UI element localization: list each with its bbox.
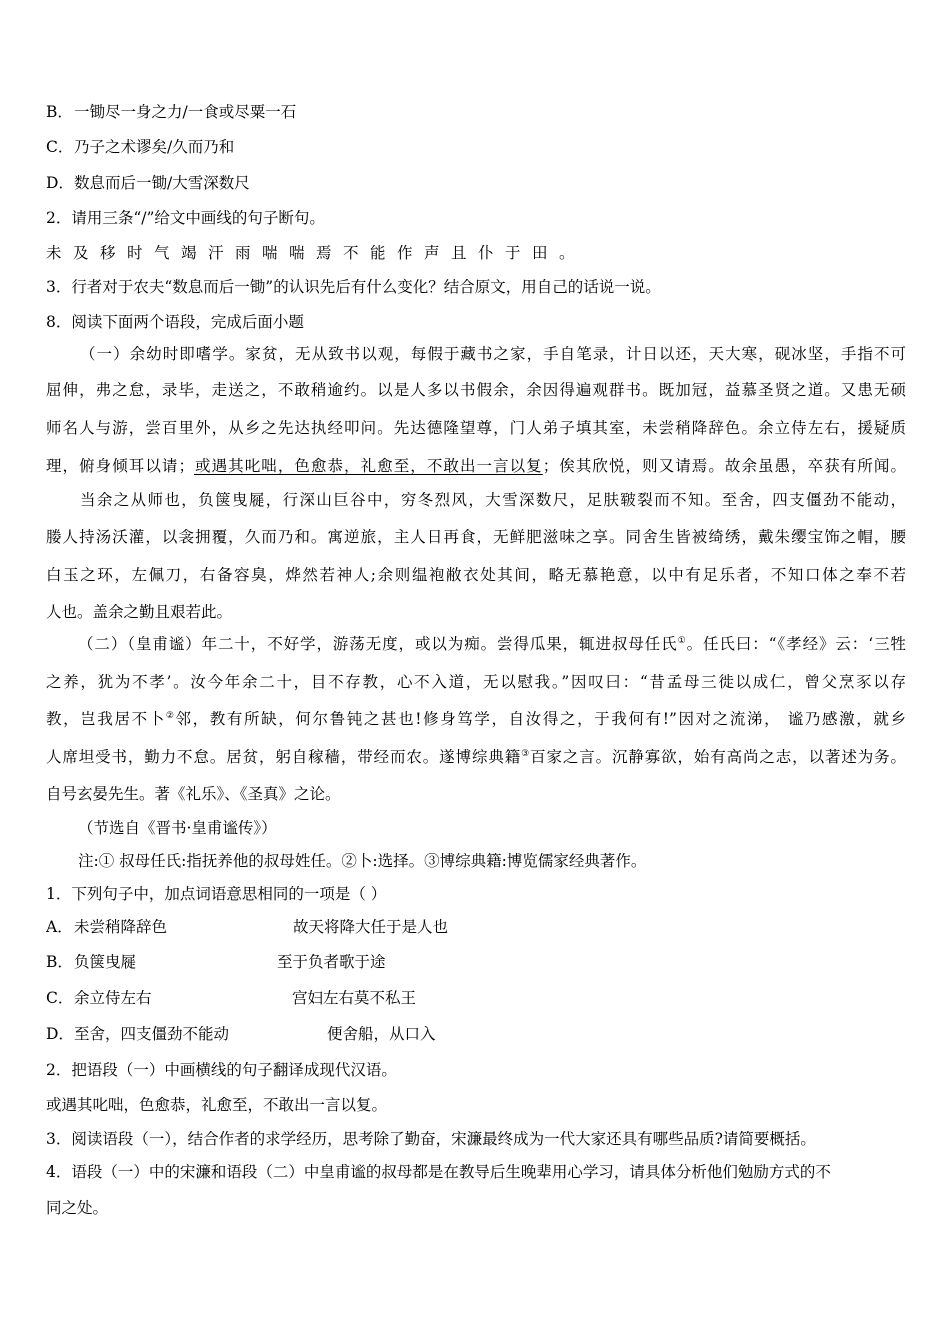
question-8-title: 8．阅读下面两个语段，完成后面小题: [46, 313, 304, 331]
footnote-marker: ②: [165, 711, 176, 721]
passage2-line: 之养，犹为不孝’。汝今年余二十，目不存教，心不入道，无以慰我。”因叹曰：“昔孟母三徙以成仁，曾父烹豕以存: [46, 673, 906, 691]
passage2-source: （节选自《晋书·皇甫谧传》）: [78, 819, 277, 837]
prev-question-2-sentence: 未及移时气竭汗雨喘喘焉不能作声且仆于田。: [46, 244, 587, 262]
question-3: 3．阅读语段（一），结合作者的求学经历，思考除了勤奋，宋濂最终成为一代大家还具有哪些品质?请简要概括。: [46, 1130, 816, 1148]
passage1-para2-line: 媵人持汤沃灌，以衾拥覆，久而乃和。寓逆旅，主人日再食，无鲜肥滋味之享。同舍生皆被绮绣，戴朱缨宝饰之帽，腰: [46, 528, 906, 546]
prev-question-2: 2．请用三条“/”给文中画线的句子断句。: [46, 209, 325, 227]
q1-option-b: B．负箧曳屣: [46, 953, 137, 971]
prev-option-b: B．一锄尽一身之力/一食或尽粟一石: [46, 103, 297, 121]
question-2-sentence: 或遇其叱咄，色愈恭，礼愈至，不敢出一言以复。: [46, 1096, 388, 1114]
passage2-line: （二）（皇甫谧）年二十，不好学，游荡无度，或以为痴。尝得瓜果，辄进叔母任氏①。任氏曰：“《孝经》云：‘三牲: [78, 635, 906, 653]
footnote-marker: ③: [521, 749, 531, 759]
question-2: 2．把语段（一）中画横线的句子翻译成现代汉语。: [46, 1061, 397, 1079]
passage2-notes: 注:① 叔母任氏:指抚养他的叔母姓任。②卜:选择。③博综典籍:博览儒家经典著作。: [78, 852, 647, 870]
prev-option-c: C．乃子之术谬矣/久而乃和: [46, 138, 235, 156]
q1-option-c-right: 宫妇左右莫不私王: [292, 989, 417, 1007]
question-1: 1．下列句子中，加点词语意思相同的一项是（ ）: [46, 885, 387, 903]
passage1-line: 师名人与游，尝百里外，从乡之先达执经叩问。先达德隆望尊，门人弟子填其室，未尝稍降辞色。余立侍左右，援疑质: [46, 419, 906, 437]
prev-question-3: 3．行者对于农夫“数息而后一锄”的认识先后有什么变化？结合原文，用自己的话说一说。: [46, 278, 661, 296]
question-4: 4．语段（一）中的宋濂和语段（二）中皇甫谧的叔母都是在教导后生晚辈用心学习，请具体分析他们勉励方式的不: [46, 1163, 831, 1181]
q1-option-b-right: 至于负者歌于途: [277, 953, 386, 971]
q1-option-d: D．至舍，四支僵劲不能动: [46, 1025, 230, 1043]
passage1-line: 屈伸，弗之怠，录毕，走送之，不敢稍逾约。以是人多以书假余，余因得遍观群书。既加冠，益慕圣贤之道。又患无硕: [46, 381, 906, 399]
underlined-sentence: 或遇其叱咄，色愈恭，礼愈至，不敢出一言以复: [193, 457, 543, 475]
prev-option-d: D．数息而后一锄/大雪深数尺: [46, 174, 250, 192]
q1-option-a-right: 故天将降大任于是人也: [293, 918, 449, 936]
passage1-line: （一）余幼时即嗜学。家贫，无从致书以观，每假于藏书之家，手自笔录，计日以还，天大寒，砚冰坚，手指不可: [80, 345, 906, 363]
q1-option-a: A．未尝稍降辞色: [46, 918, 168, 936]
passage1-para2-line: 白玉之环，左佩刀，右备容臭，烨然若神人;余则缊袍敝衣处其间，略无慕艳意，以中有足乐者，不知口体之奉不若: [46, 566, 906, 584]
passage1-line-underlined: 理，俯身倾耳以请；或遇其叱咄，色愈恭，礼愈至，不敢出一言以复；俟其欣悦，则又请焉。故余虽愚，卒获有所闻。: [46, 457, 906, 475]
passage1-para2-line: 当余之从师也，负箧曳屣，行深山巨谷中，穷冬烈风，大雪深数尺，足肤皲裂而不知。至舍，四支僵劲不能动，: [80, 491, 906, 509]
q1-option-c: C．余立侍左右: [46, 989, 152, 1007]
footnote-marker: ①: [677, 636, 687, 646]
question-4-cont: 同之处。: [46, 1199, 109, 1217]
passage2-line: 自号玄晏先生。著《礼乐》、《圣真》之论。: [46, 785, 341, 803]
passage1-para2-line: 人也。盖余之勤且艰若此。: [46, 603, 233, 621]
passage2-line: 人席坦受书，勤力不怠。居贫，躬自稼穑，带经而农。遂博综典籍③百家之言。沉静寡欲，始有高尚之志，以著述为务。: [46, 748, 906, 766]
passage2-line: 教，岂我居不卜②邻，教有所缺，何尔鲁钝之甚也!修身笃学，自汝得之，于我何有!”因对之流涕， 谧乃感激，就乡: [46, 710, 906, 728]
q1-option-d-right: 便舍船，从口入: [327, 1025, 436, 1043]
